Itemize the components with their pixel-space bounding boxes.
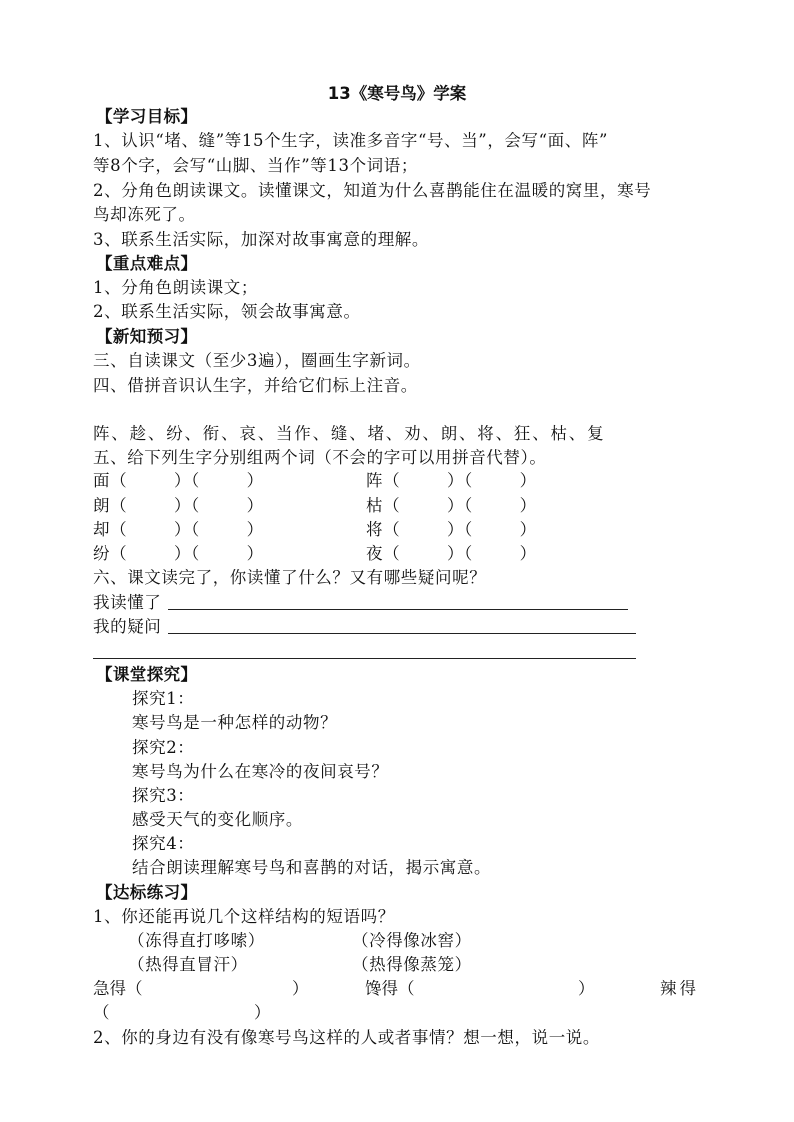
practice-q2: 2、你的身边有没有像寒号鸟这样的人或者事情？想一想，说一说。 (93, 1028, 600, 1047)
key-points-line-2: 2、联系生活实际，领会故事寓意。 (93, 302, 361, 321)
preview-q5: 五、给下列生字分别组两个词（不会的字可以用拼音代替）。 (93, 448, 547, 467)
fill-chan-de-close: ） (578, 979, 595, 998)
explore-4-question: 结合朗读理解寒号鸟和喜鹊的对话，揭示寓意。 (132, 858, 492, 877)
question-answer-line[interactable] (168, 633, 636, 634)
word-pair-right-4[interactable]: 夜（ ）（ ） (366, 544, 537, 563)
explore-4-label: 探究4： (132, 834, 195, 853)
practice-q1: 1、你还能再说几个这样结构的短语吗？ (93, 907, 395, 926)
goals-line-4: 鸟却冻死了。 (93, 205, 196, 224)
example-left-1: （冻得直打哆嗦） (128, 931, 265, 950)
fill-chan-de-open[interactable]: 馋得（ (365, 979, 415, 998)
explore-3-question: 感受天气的变化顺序。 (132, 810, 303, 829)
page-title: 13《寒号鸟》学案 (327, 84, 467, 103)
word-pair-left-4[interactable]: 纷（ ）（ ） (93, 544, 264, 563)
word-pair-left-3[interactable]: 却（ ）（ ） (93, 520, 264, 539)
question-answer-line-2[interactable] (93, 658, 636, 659)
word-pair-left-1[interactable]: 面（ ）（ ） (93, 471, 264, 490)
fill-la-de[interactable]: 辣得 (660, 979, 699, 998)
question-label: 我的疑问 (93, 617, 162, 636)
understood-answer-line[interactable] (168, 609, 628, 610)
word-pair-left-2[interactable]: 朗（ ）（ ） (93, 496, 264, 515)
goals-line-1: 1、认识“堵、缝”等15个生字，读准多音字“号、当”，会写“面、阵” (93, 131, 609, 150)
preview-q6: 六、课文读完了，你读懂了什么？又有哪些疑问呢？ (93, 568, 487, 587)
example-left-2: （热得直冒汗） (128, 955, 248, 974)
fill-la-de-open[interactable]: （ (93, 1003, 110, 1022)
key-points-line-1: 1、分角色朗读课文； (93, 278, 258, 297)
goals-header: 【学习目标】 (96, 107, 198, 126)
example-right-1: （冷得像冰窖） (352, 931, 472, 950)
practice-header: 【达标练习】 (96, 883, 198, 902)
key-points-header: 【重点难点】 (96, 254, 198, 273)
word-pair-right-2[interactable]: 枯（ ）（ ） (366, 496, 537, 515)
goals-line-5: 3、联系生活实际，加深对故事寓意的理解。 (93, 230, 429, 249)
fill-ji-de-close: ） (292, 979, 309, 998)
preview-line-1: 三、自读课文（至少3遍），圈画生字新词。 (93, 351, 421, 370)
goals-line-3: 2、分角色朗读课文。读懂课文，知道为什么喜鹊能住在温暖的窝里，寒号 (93, 181, 652, 200)
explore-1-question: 寒号鸟是一种怎样的动物？ (132, 713, 338, 732)
word-pair-right-3[interactable]: 将（ ）（ ） (366, 520, 537, 539)
explore-header: 【课堂探究】 (96, 665, 198, 684)
example-right-2: （热得像蒸笼） (352, 955, 472, 974)
preview-line-2: 四、借拼音识认生字，并给它们标上注音。 (93, 376, 418, 395)
word-pair-right-1[interactable]: 阵（ ）（ ） (366, 471, 537, 490)
goals-line-2: 等8个字，会写“山脚、当作”等13个词语； (93, 156, 418, 175)
explore-1-label: 探究1： (132, 689, 195, 708)
new-characters-row: 阵、趁、纷、衔、哀、当作、缝、堵、劝、朗、将、狂、枯、复 (93, 424, 606, 443)
explore-3-label: 探究3： (132, 786, 195, 805)
preview-header: 【新知预习】 (96, 327, 198, 346)
fill-ji-de-open[interactable]: 急得（ (93, 979, 143, 998)
explore-2-label: 探究2： (132, 738, 195, 757)
explore-2-question: 寒号鸟为什么在寒冷的夜间哀号？ (132, 762, 389, 781)
understood-label: 我读懂了 (93, 593, 162, 612)
fill-la-de-close: ） (254, 1003, 271, 1022)
